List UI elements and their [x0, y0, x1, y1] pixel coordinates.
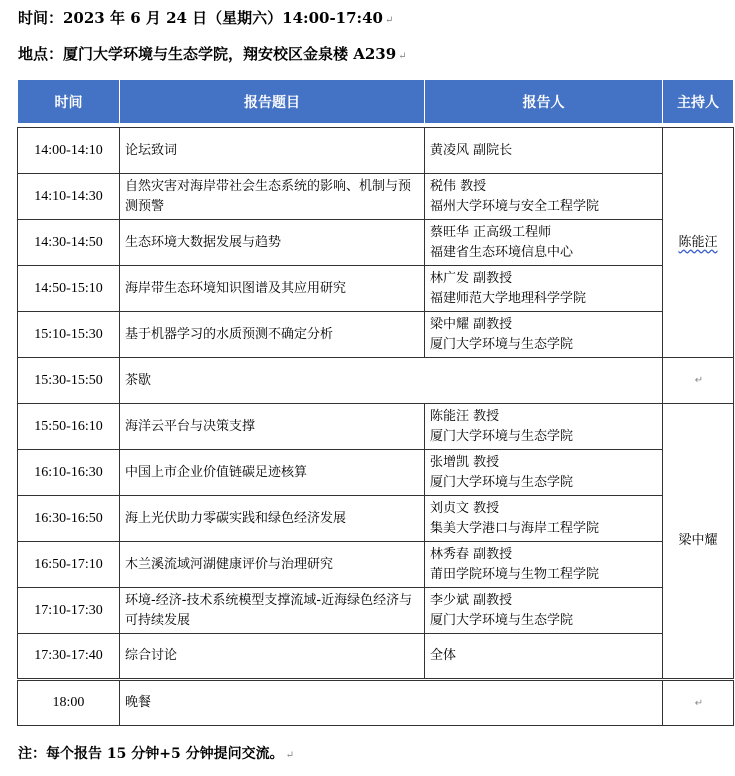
row-time: 17:30-17:40 [18, 634, 120, 680]
row-title: 海上光伏助力零碳实践和绿色经济发展 [120, 496, 425, 542]
break-title: 茶歇 [120, 358, 663, 404]
row-speaker: 税伟 教授 福州大学环境与安全工程学院 [425, 174, 663, 220]
row-title: 综合讨论 [120, 634, 425, 680]
row-speaker: 梁中耀 副教授 厦门大学环境与生态学院 [425, 312, 663, 358]
host-cell: 梁中耀 [663, 404, 734, 680]
row-speaker: 张增凯 教授 厦门大学环境与生态学院 [425, 450, 663, 496]
col-time: 时间 [18, 80, 120, 124]
table-row [18, 404, 734, 450]
break-row [18, 358, 734, 404]
row-speaker: 黄凌风 副院长 [425, 128, 663, 174]
row-speaker: 蔡旺华 正高级工程师 福建省生态环境信息中心 [425, 220, 663, 266]
row-time: 14:50-15:10 [18, 266, 120, 312]
row-speaker: 林秀春 副教授 莆田学院环境与生物工程学院 [425, 542, 663, 588]
row-time: 15:50-16:10 [18, 404, 120, 450]
table-header [18, 80, 734, 124]
row-title: 海岸带生态环境知识图谱及其应用研究 [120, 266, 425, 312]
dinner-time: 18:00 [18, 680, 120, 726]
table-row [18, 266, 734, 312]
footnote: 注：每个报告 15 分钟+5 分钟提问交流。 ↵ [18, 746, 294, 762]
table-row [18, 174, 734, 220]
row-speaker: 全体 [425, 634, 663, 680]
row-title: 自然灾害对海岸带社会生态系统的影响、机制与预测预警 [120, 174, 425, 220]
schedule-table [17, 79, 734, 726]
row-title: 生态环境大数据发展与趋势 [120, 220, 425, 266]
row-title: 海洋云平台与决策支撑 [120, 404, 425, 450]
dinner-title: 晚餐 [120, 680, 663, 726]
place-line: 地点：厦门大学环境与生态学院，翔安校区金泉楼 A239 ↵ [18, 45, 407, 63]
row-title: 论坛致词 [120, 128, 425, 174]
table-row [18, 220, 734, 266]
row-title: 环境-经济-技术系统模型支撑流域-近海绿色经济与可持续发展 [120, 588, 425, 634]
table-row [18, 588, 734, 634]
row-title: 基于机器学习的水质预测不确定分析 [120, 312, 425, 358]
row-time: 16:10-16:30 [18, 450, 120, 496]
host-empty: ↵ [663, 358, 734, 404]
row-time: 16:50-17:10 [18, 542, 120, 588]
table-row [18, 128, 734, 174]
row-speaker: 陈能汪 教授 厦门大学环境与生态学院 [425, 404, 663, 450]
row-title: 中国上市企业价值链碳足迹核算 [120, 450, 425, 496]
row-title: 木兰溪流域河湖健康评价与治理研究 [120, 542, 425, 588]
row-time: 14:10-14:30 [18, 174, 120, 220]
host-cell: 陈能汪 [663, 128, 734, 358]
table-row [18, 450, 734, 496]
table-row [18, 542, 734, 588]
table-row [18, 634, 734, 680]
col-host: 主持人 [663, 80, 734, 124]
table-row [18, 312, 734, 358]
row-time: 14:00-14:10 [18, 128, 120, 174]
row-time: 16:30-16:50 [18, 496, 120, 542]
time-line: 时间：2023 年 6 月 24 日（星期六）14:00-17:40 ↵ [18, 9, 394, 27]
break-time: 15:30-15:50 [18, 358, 120, 404]
row-speaker: 林广发 副教授 福建师范大学地理科学学院 [425, 266, 663, 312]
dinner-row [18, 680, 734, 726]
col-title: 报告题目 [120, 80, 425, 124]
row-time: 17:10-17:30 [18, 588, 120, 634]
table-row [18, 496, 734, 542]
row-time: 14:30-14:50 [18, 220, 120, 266]
row-speaker: 刘贞文 教授 集美大学港口与海岸工程学院 [425, 496, 663, 542]
row-time: 15:10-15:30 [18, 312, 120, 358]
host-empty: ↵ [663, 680, 734, 726]
row-speaker: 李少斌 副教授 厦门大学环境与生态学院 [425, 588, 663, 634]
col-speaker: 报告人 [425, 80, 663, 124]
